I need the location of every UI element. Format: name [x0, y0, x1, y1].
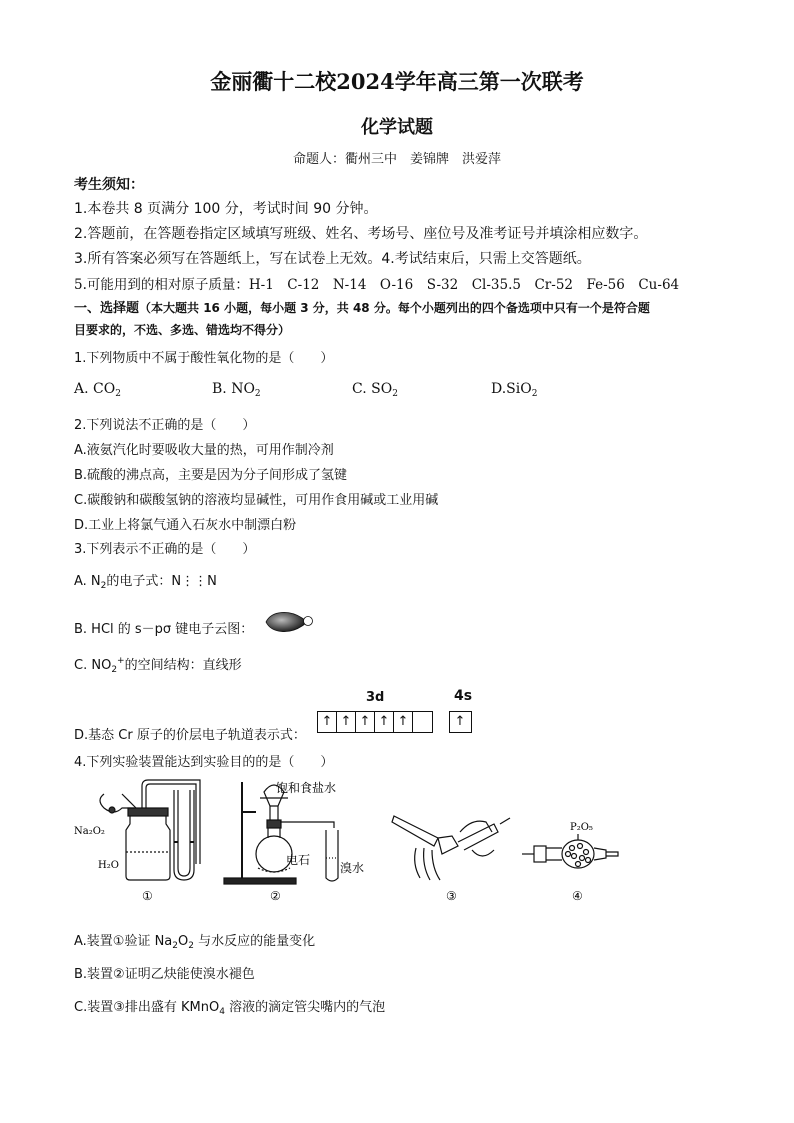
q4-option-a-post: 与水反应的能量变化 [193, 934, 316, 949]
section1-heading [74, 297, 650, 316]
orbital-3d-cell: ↑ [356, 712, 375, 732]
q2-option-a: A.液氨汽化时要吸收大量的热，可用作制冷剂 [74, 443, 334, 458]
authors-line: 命题人：衢州三中 姜锦牌 洪爱萍 [292, 152, 501, 167]
q3-option-c-pre: C. NO [74, 658, 112, 673]
q3-option-c-post: 的空间结构：直线形 [124, 658, 242, 673]
label-carbide: 电石 [286, 853, 311, 867]
q3-option-c [74, 654, 242, 673]
orbital-3d-label: 3d [366, 690, 385, 705]
sp-sigma-orbital-icon [262, 608, 318, 636]
notice-item-4: 5.可能用到的相对原子质量：H-1 C-12 N-14 O-16 S-32 Cl-35.5 Cr-52 Fe-56 Cu-64 [74, 277, 680, 293]
section1-heading-bold: 一、选择题 [74, 301, 140, 316]
q4-option-a-pre: A.装置①验证 Na [74, 934, 173, 949]
orbital-3d-cell [413, 712, 431, 732]
label-bromine-water: 溴水 [340, 861, 365, 875]
q4-option-a-sub2: 2 [188, 941, 194, 951]
apparatus-3-burette [392, 816, 510, 880]
q1-option-d-text: D.SiO [491, 381, 532, 397]
label-h2o: H₂O [98, 860, 119, 871]
q3-option-a-sub: 2 [100, 581, 107, 591]
notice-item-3: 3.所有答案必须写在答题纸上，写在试卷上无效。4.考试结束后，只需上交答题纸。 [74, 251, 591, 267]
q1-option-b [212, 381, 261, 397]
label-num3: ③ [446, 889, 457, 903]
section1-heading-rest: （本大题共 16 小题，每小题 3 分，共 48 分。每个小题列出的四个备选项中只有一个是符合题 [139, 301, 650, 315]
page-subtitle: 化学试题 [361, 117, 433, 138]
section1-heading-line2: 目要求的，不选、多选、错选均不得分） [74, 323, 291, 337]
label-p2o5: P₂O₅ [570, 822, 593, 833]
q4-option-c-post: 溶液的滴定管尖嘴内的气泡 [224, 1000, 386, 1015]
q2-stem: 2.下列说法不正确的是（ ） [74, 418, 256, 433]
q4-option-c-sub: 4 [219, 1007, 225, 1017]
q2-option-c: C.碳酸钠和碳酸氢钠的溶液均显碱性，可用作食用碱或工业用碱 [74, 493, 439, 508]
q3-stem: 3.下列表示不正确的是（ ） [74, 542, 256, 557]
apparatus-2-setup [224, 782, 338, 884]
q1-option-b-sub: 2 [254, 389, 261, 399]
q4-option-b: B.装置②证明乙炔能使溴水褪色 [74, 967, 255, 982]
q3-option-a-pre: A. N [74, 574, 101, 589]
label-num4: ④ [572, 889, 583, 903]
label-saturated-brine: 饱和食盐水 [276, 781, 337, 795]
q1-option-a-text: A. CO [74, 381, 116, 397]
q2-option-b: B.硫酸的沸点高，主要是因为分子间形成了氢键 [74, 468, 348, 483]
q1-option-a-sub: 2 [115, 389, 121, 399]
orbital-4s-box [449, 711, 472, 733]
label-num2: ② [270, 889, 281, 903]
q1-option-d-sub: 2 [531, 389, 538, 399]
label-na2o2: Na₂O₂ [74, 826, 105, 837]
q1-option-c-text: C. SO [352, 381, 393, 397]
q3-option-a [74, 570, 217, 589]
label-num1: ① [142, 889, 153, 903]
q4-option-a-mid: O [178, 934, 189, 949]
orbital-3d-cell: ↑ [337, 712, 356, 732]
q1-option-c [352, 381, 398, 397]
q1-option-d [491, 381, 537, 397]
notice-heading: 考生须知： [74, 177, 144, 193]
q3-option-c-sub: 2 [111, 665, 118, 675]
q3-option-d: D.基态 Cr 原子的价层电子轨道表示式： [74, 728, 306, 743]
page-title: 金丽衢十二校2024学年高三第一次联考 [210, 69, 584, 94]
orbital-3d-cell: ↑ [375, 712, 394, 732]
apparatus-4-drying-tube [522, 834, 618, 868]
notice-item-2: 2.答题前，在答题卷指定区域填写班级、姓名、考场号、座位号及准考证号并填涂相应数字。 [74, 226, 648, 242]
q1-stem: 1.下列物质中不属于酸性氧化物的是（ ） [74, 351, 334, 366]
q3-option-b: B. HCl 的 s－pσ 键电子云图： [74, 622, 254, 637]
q2-option-d: D.工业上将氯气通入石灰水中制漂白粉 [74, 518, 297, 533]
q4-option-c-pre: C.装置③排出盛有 KMnO [74, 1000, 220, 1015]
q4-option-c [74, 996, 385, 1015]
orbital-4s-label: 4s [454, 688, 473, 704]
q4-stem: 4.下列实验装置能达到实验目的的是（ ） [74, 755, 334, 770]
q1-option-b-text: B. NO [212, 381, 255, 397]
q1-option-c-sub: 2 [392, 389, 398, 399]
q3-option-a-post: 的电子式：N⋮⋮N [106, 574, 217, 589]
q3-option-c-sup: + [117, 656, 125, 666]
q1-option-a [74, 381, 121, 397]
q4-option-a-sub1: 2 [172, 941, 179, 951]
apparatus-figures [74, 772, 593, 908]
q4-option-a [74, 930, 315, 949]
orbital-4s-cell: ↑ [454, 714, 466, 729]
orbital-3d-boxes [317, 711, 433, 733]
orbital-3d-cell: ↑ [394, 712, 413, 732]
orbital-3d-cell: ↑ [318, 712, 337, 732]
notice-item-1: 1.本卷共 8 页满分 100 分，考试时间 90 分钟。 [74, 201, 378, 217]
